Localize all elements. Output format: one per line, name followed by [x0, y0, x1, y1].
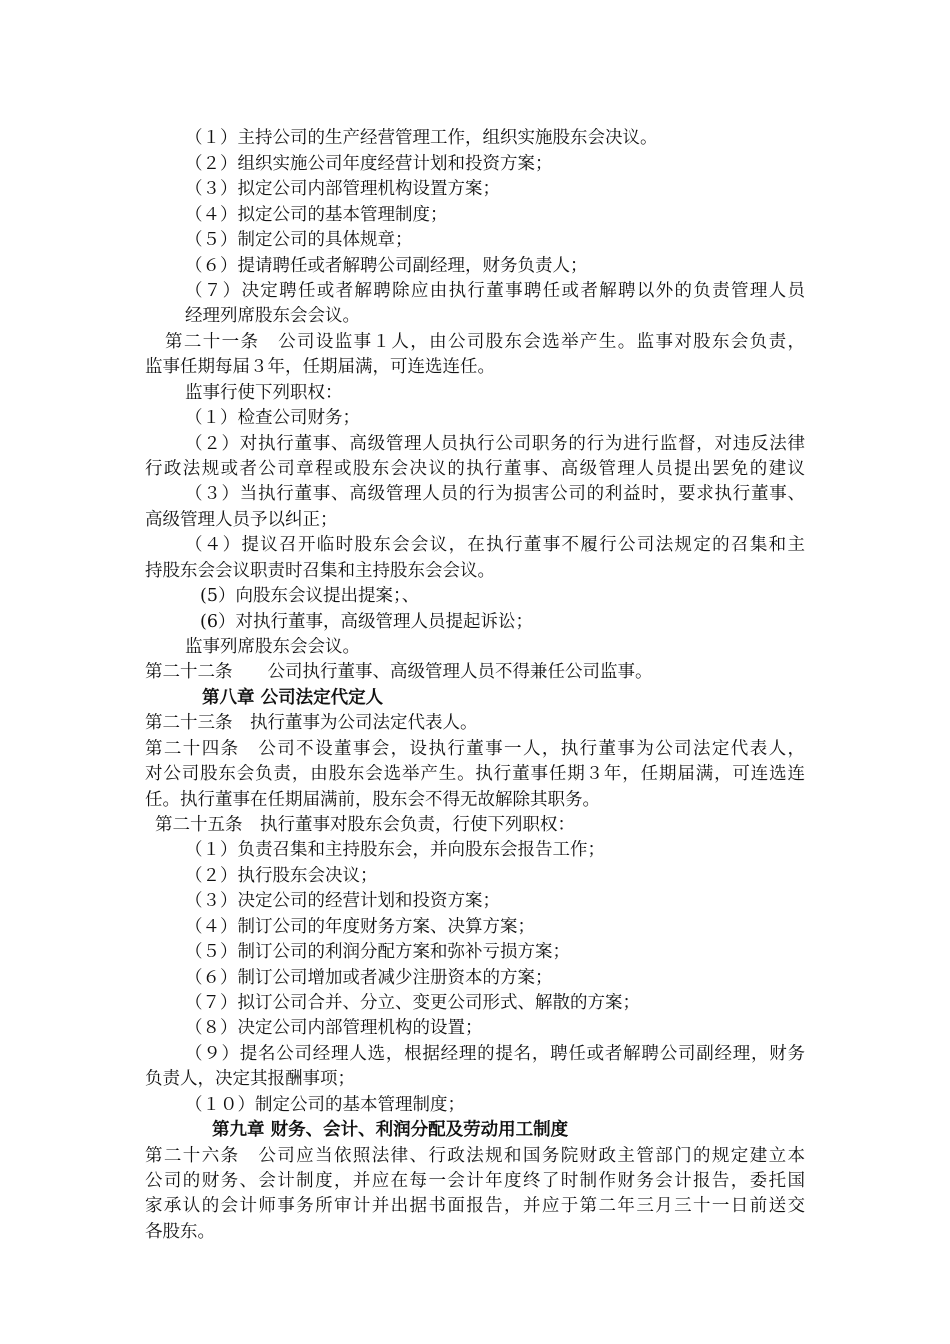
article-22-title: 第二十二条 公司执行董事、高级管理人员不得兼任公司监事。 — [145, 662, 653, 682]
text-line: (6）对执行董事，高级管理人员提起诉讼； — [200, 612, 533, 632]
text-line: 负责人，决定其报酬事项； — [145, 1069, 355, 1089]
text-line: 任。执行董事在任期届满前，股东会不得无故解除其职务。 — [145, 790, 600, 810]
text-line: （１）负责召集和主持股东会，并向股东会报告工作； — [185, 840, 605, 860]
text-line: （４）制订公司的年度财务方案、决算方案； — [185, 917, 535, 937]
text-line: 各股东。 — [145, 1222, 215, 1242]
article-25-title: 第二十五条 执行董事对股东会负责，行使下列职权： — [155, 815, 575, 835]
text-line: 公司的财务、会计制度，并应在每一会计年度终了时制作财务会计报告，委托国 — [145, 1171, 805, 1191]
text-line: 家承认的会计师事务所审计并出据书面报告，并应于第二年三月三十一日前送交 — [145, 1196, 805, 1216]
text-line: 高级管理人员予以纠正； — [145, 510, 338, 530]
text-line: （１）主持公司的生产经营管理工作，组织实施股东会决议。 — [185, 128, 658, 148]
text-line: （２）组织实施公司年度经营计划和投资方案； — [185, 154, 553, 174]
article-26-title: 第二十六条 公司应当依照法律、行政法规和国务院财政主管部门的规定建立本 — [145, 1146, 805, 1166]
text-line: （１０）制定公司的基本管理制度； — [185, 1095, 465, 1115]
article-24-title: 第二十四条 公司不设董事会，设执行董事一人，执行董事为公司法定代表人， — [145, 739, 805, 759]
text-line: 对公司股东会负责，由股东会选举产生。执行董事任期３年，任期届满，可连选连 — [145, 764, 805, 784]
text-line: （４）拟定公司的基本管理制度； — [185, 205, 448, 225]
text-line: 行政法规或者公司章程或股东会决议的执行董事、高级管理人员提出罢免的建议 — [145, 459, 805, 479]
text-line: （５）制定公司的具体规章； — [185, 230, 413, 250]
article-21-title: 第二十一条 公司设监事１人，由公司股东会选举产生。监事对股东会负责， — [165, 332, 805, 352]
text-line: （２）对执行董事、高级管理人员执行公司职务的行为进行监督，对违反法律 — [185, 434, 805, 454]
text-line: （７）拟订公司合并、分立、变更公司形式、解散的方案； — [185, 993, 640, 1013]
text-line: 持股东会会议职责时召集和主持股东会会议。 — [145, 561, 495, 581]
text-line: （５）制订公司的利润分配方案和弥补亏损方案； — [185, 942, 570, 962]
chapter-8-heading: 第八章 公司法定代定人 — [202, 688, 384, 708]
text-line: （６）提请聘任或者解聘公司副经理，财务负责人； — [185, 256, 588, 276]
text-line: 经理列席股东会会议。 — [185, 306, 360, 326]
text-line: （７）决定聘任或者解聘除应由执行董事聘任或者解聘以外的负责管理人员 — [185, 281, 805, 301]
article-23-title: 第二十三条 执行董事为公司法定代表人。 — [145, 713, 478, 733]
text-line: 监事任期每届３年，任期届满，可连选连任。 — [145, 357, 495, 377]
chapter-9-heading: 第九章 财务、会计、利润分配及劳动用工制度 — [212, 1120, 569, 1140]
text-line: （１）检查公司财务； — [185, 408, 360, 428]
text-line: （３）拟定公司内部管理机构设置方案； — [185, 179, 500, 199]
text-line: 监事列席股东会会议。 — [185, 637, 360, 657]
text-line: （３）决定公司的经营计划和投资方案； — [185, 891, 500, 911]
text-line: (5）向股东会议提出提案；、 — [200, 586, 420, 606]
text-line: （９）提名公司经理人选，根据经理的提名，聘任或者解聘公司副经理，财务 — [185, 1044, 805, 1064]
text-line: （３）当执行董事、高级管理人员的行为损害公司的利益时，要求执行董事、 — [185, 484, 805, 504]
text-line: （２）执行股东会决议； — [185, 866, 378, 886]
text-line: （４）提议召开临时股东会会议，在执行董事不履行公司法规定的召集和主 — [185, 535, 805, 555]
text-line: 监事行使下列职权： — [185, 383, 343, 403]
text-line: （８）决定公司内部管理机构的设置； — [185, 1018, 483, 1038]
text-line: （６）制订公司增加或者减少注册资本的方案； — [185, 968, 553, 988]
